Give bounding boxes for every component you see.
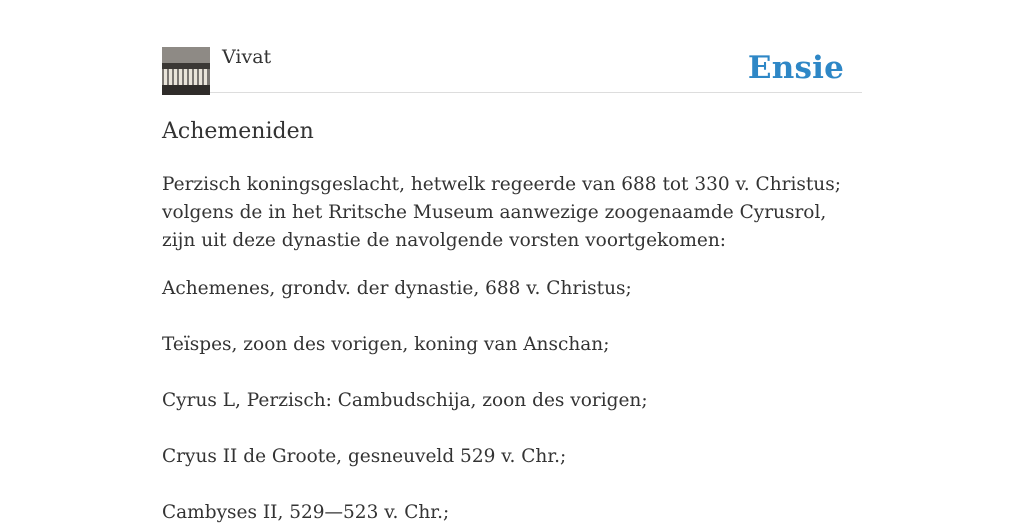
author-name[interactable]: Vivat [222,46,272,68]
list-item: Cryus II de Groote, gesneuveld 529 v. Chr.; [162,446,567,467]
article-title: Achemeniden [162,119,314,144]
list-item: Teïspes, zoon des vorigen, koning van Anschan; [162,334,610,355]
avatar[interactable] [162,47,210,95]
header [162,0,862,93]
page [162,0,862,527]
list-item: Cambyses II, 529—523 v. Chr.; [162,502,450,523]
article-intro: Perzisch koningsgeslacht, hetwelk regeerde van 688 tot 330 v. Christus; volgens de in het Rritsche Museum aanwezige zoogenaamde Cyrusrol, zijn uit deze dynastie de navolgende vorsten voortgekomen: [162,174,841,251]
list-item: Cyrus L, Perzisch: Cambudschija, zoon des vorigen; [162,390,648,411]
typewriter-keys-avatar-icon [162,47,210,95]
entries-list [162,275,862,527]
list-item: Achemenes, grondv. der dynastie, 688 v. Christus; [162,278,632,299]
brand-logo[interactable]: Ensie [747,50,844,86]
